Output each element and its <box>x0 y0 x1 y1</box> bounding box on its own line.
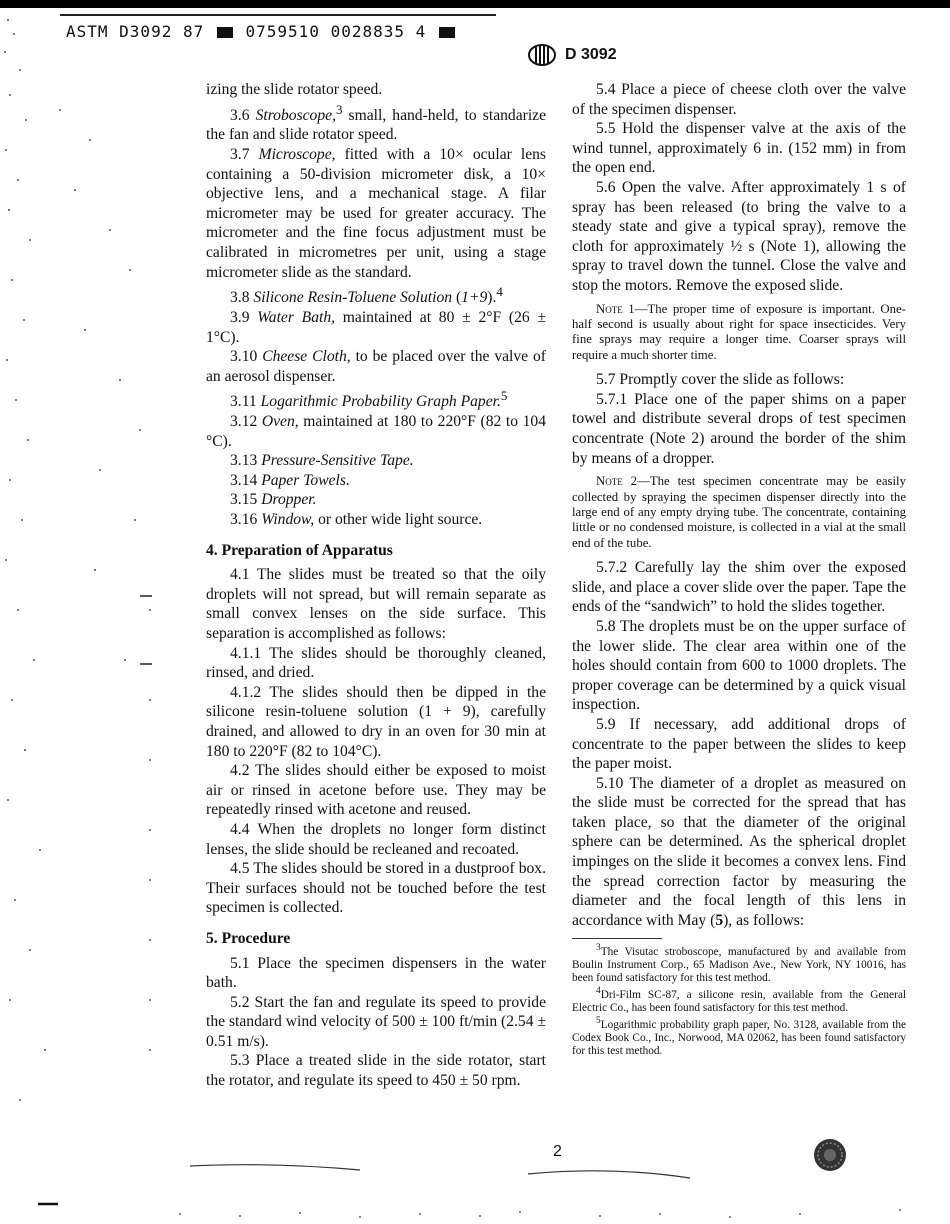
paragraph: 4.1 The slides must be treated so that the oily droplets will not spread, but will remain separate as small convex lenses on the side surface. This separation is accomplished as follows: <box>206 566 546 642</box>
footnote-rule <box>572 938 662 939</box>
item-3-7: 3.7 Microscope, fitted with a 10× ocular lens containing a 50-division micrometer disk, a 10× objective lens, and a mechanical stage. A filar micrometer may be used for greater accuracy. The micrometer and the fine focus adjustment must be calibrated in micrometres per unit, using a stage micrometer slide as the standard. <box>206 145 546 281</box>
paragraph: 5.10 The diameter of a droplet as measured on the slide must be corrected for the spread that has taken place, so that the diameter of the original sphere can be determined. As the spherical droplet impinges on the slide it becomes a convex lens. Find the spread correction factor by measuring the diameter and the focal length of this lens in accordance with May (5), as follows: <box>572 774 906 929</box>
paragraph: 4.1.1 The slides should be thoroughly cleaned, rinsed, and dried. <box>206 644 546 682</box>
section-heading: 5. Procedure <box>206 929 291 947</box>
seal-icon <box>812 1137 848 1173</box>
paragraph: 5.1 Place the specimen dispensers in the water bath. <box>206 954 546 992</box>
item-3-12: 3.12 Oven, maintained at 180 to 220°F (82 to 104 °C). <box>206 413 546 450</box>
paragraph: 5.7 Promptly cover the slide as follows: <box>596 371 845 389</box>
paragraph: 5.6 Open the valve. After approximately 1 s of spray has been released (to bring the valve to a steady state and give a typical spray), remove the cloth for approximately ½ s (Note 1), allowing the spray to travel down the tunnel. Close the valve and stop the motors. Remove the exposed slide. <box>572 178 906 294</box>
item-3-10: 3.10 Cheese Cloth, to be placed over the valve of an aerosol dispenser. <box>206 348 546 385</box>
paragraph: 5.7.2 Carefully lay the shim over the exposed slide, and place a cover slide over the paper. Tape the ends of the “sandwich” to hold the slides together. <box>572 559 906 616</box>
right-column <box>572 80 906 1058</box>
paragraph: 4.1.2 The slides should then be dipped in the silicone resin-toluene solution (1 + 9), carefully drained, and allowed to dry in an oven for 30 min at 180 to 220°F (82 to 104°C). <box>206 683 546 760</box>
designation-header <box>527 44 617 66</box>
paragraph: 5.9 If necessary, add additional drops of concentrate to the paper between the slides to keep the paper moist. <box>572 715 906 773</box>
paragraph: 5.7.1 Place one of the paper shims on a paper towel and distribute several drops of test specimen concentrate (Note 2) around the border of the shim by means of a dropper. <box>572 390 906 467</box>
doc-id-post: 0759510 0028835 4 <box>245 22 427 41</box>
item-3-16: 3.16 Window, or other wide light source. <box>230 511 483 529</box>
item-3-6: 3.6 Stroboscope,$^3$ small, hand-held, to standarize the fan and slide rotator speed. <box>206 101 546 144</box>
doc-id-pre: ASTM D3092 87 <box>66 22 205 41</box>
astm-logo-icon <box>527 44 557 66</box>
paragraph: 5.4 Place a piece of cheese cloth over the valve of the specimen dispenser. <box>572 81 906 118</box>
redaction-block <box>217 27 233 38</box>
redaction-block <box>439 27 455 38</box>
paragraph: izing the slide rotator speed. <box>206 81 383 98</box>
left-column <box>206 80 546 1091</box>
paragraph: 4.4 When the droplets no longer form distinct lenses, the slide should be recleaned and recoated. <box>206 820 546 858</box>
item-3-15: 3.15 Dropper. <box>230 491 317 509</box>
item-3-14: 3.14 Paper Towels. <box>230 471 350 489</box>
paragraph: 5.5 Hold the dispenser valve at the axis of the wind tunnel, approximately 6 in. (152 mm) in from the open end. <box>572 120 906 177</box>
paragraph: 5.2 Start the fan and regulate its speed to provide the standard wind velocity of 500 ± 100 ft/min (2.54 ± 0.51 m/s). <box>206 993 546 1050</box>
paragraph: 4.2 The slides should either be exposed to moist air or rinsed in acetone before use. They may be repeatedly rinsed with acetone and reused. <box>206 762 546 819</box>
page-number: 2 <box>553 1143 562 1160</box>
note-1: Note 1—The proper time of exposure is important. One-half second is usually about right for space insecticides. Very fine sprays may require a longer time. Coarser sprays will require a much shorter time. <box>572 301 906 362</box>
item-3-9: 3.9 Water Bath, maintained at 80 ± 2°F (26 ± 1°C). <box>206 308 547 346</box>
doc-id-header <box>66 22 457 44</box>
designation: D 3092 <box>565 46 617 63</box>
footnote-5: $^5$Logarithmic probability graph paper, No. 3128, available from the Codex Book Co., Inc., Norwood, MA 02062, has been found satisfactory for this test method. <box>572 1015 906 1057</box>
item-3-13: 3.13 Pressure-Sensitive Tape. <box>230 452 414 470</box>
footnote-3: $^3$The Visutac stroboscope, manufactured by and available from Boulin Instrument Corp., 65 Madison Ave., New York, NY 10016, has been found satisfactory for this test method. <box>572 943 906 985</box>
footnote-4: $^4$Dri-Film SC-87, a silicone resin, available from the General Electric Co., has been found satisfactory for this test method. <box>572 986 906 1014</box>
section-heading: 4. Preparation of Apparatus <box>206 541 393 559</box>
paragraph: 5.8 The droplets must be on the upper surface of the lower slide. The clear area within one of the holes should contain from 600 to 1000 droplets. The proper coverage can be determined by a quick visual inspection. <box>572 617 906 714</box>
note-2: Note 2—The test specimen concentrate may be easily collected by spraying the specimen dispenser directly into the large end of any empty drying tube. The concentrate, containing little or no condensed moisture, is collected in a vial at the small end of the tube. <box>572 474 906 550</box>
item-3-8: 3.8 Silicone Resin-Toluene Solution (1+9).$^4$ <box>230 284 503 307</box>
paragraph: 5.3 Place a treated slide in the side rotator, start the rotator, and regulate its speed to 450 ± 50 rpm. <box>206 1052 546 1090</box>
paragraph: 4.5 The slides should be stored in a dustproof box. Their surfaces should not be touched before the test specimen is collected. <box>206 860 546 917</box>
item-3-11: 3.11 Logarithmic Probability Graph Paper.$^5$ <box>230 388 508 411</box>
